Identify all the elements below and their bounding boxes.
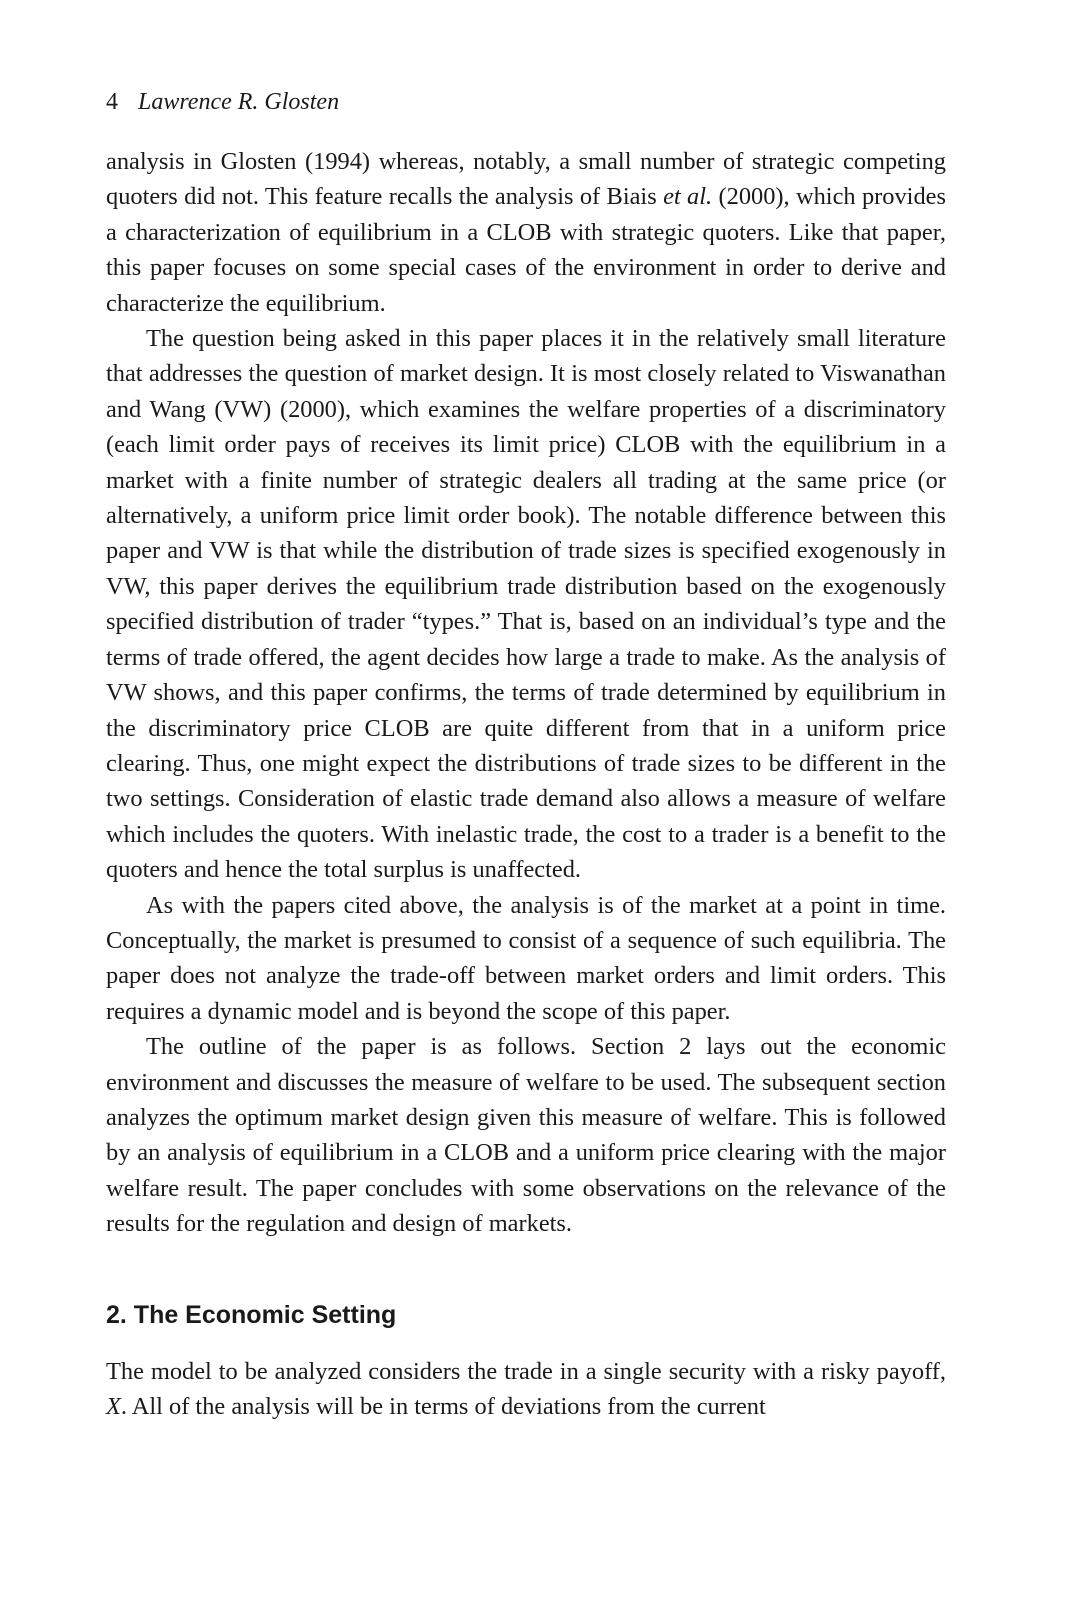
paragraph-1-citation-etal: et al.: [663, 183, 713, 211]
paragraph-continued: [106, 144, 946, 321]
running-head-author: Lawrence R. Glosten: [138, 89, 340, 115]
paragraph-market-design-literature: The question being asked in this paper places it in the relatively small literature that addresses the question of market design. It is most closely related to Viswanathan and Wang (VW) (2000), which examines the welfare properties of a discriminatory (each limit order pays of receives its limit price) CLOB with the equilibrium in a market with a finite number of strategic dealers all trading at the same price (or alternatively, a uniform price limit order book). The notable difference between this paper and VW is that while the distribution of trade sizes is specified exogenously in VW, this paper derives the equilibrium trade distribution based on the exogenously specified distribution of trader “types.” That is, based on an individual’s type and the terms of trade offered, the agent decides how large a trade to make. As the analysis of VW shows, and this paper confirms, the terms of trade determined by equilibrium in the discriminatory price CLOB are quite different from that in a uniform price clearing. Thus, one might expect the distributions of trade sizes to be different in the two settings. Consideration of elastic trade demand also allows a measure of welfare which includes the quoters. With inelastic trade, the cost to a trader is a benefit to the quoters and hence the total surplus is unaffected.: [106, 325, 946, 884]
paragraph-outline: The outline of the paper is as follows. Section 2 lays out the economic environment and discusses the measure of welfare to be used. The subsequent section analyzes the optimum market design given this measure of welfare. This is followed by an analysis of equilibrium in a CLOB and a uniform price clearing with the major welfare result. The paper concludes with some observations on the relevance of the results for the regulation and design of markets.: [106, 1033, 946, 1238]
paragraph-1-text-c: (2000), which provides a characterization of equilibrium in a CLOB with strategic quoters. Like that paper, this paper focuses on some special cases of the environment in order to derive and characterize the equilibrium.: [106, 183, 946, 317]
paragraph-economic-setting: [106, 1354, 946, 1425]
payoff-variable: X: [106, 1393, 121, 1420]
section-heading: 2. The Economic Setting: [106, 1300, 397, 1329]
paragraph-1-text-a: analysis in Glosten (1994) whereas, notably, a small number of strategic competing quoters did not. This feature recalls the analysis of Biais: [106, 148, 946, 211]
running-head: [106, 88, 946, 116]
section-paragraph-text-c: . All of the analysis will be in terms of deviations from the current: [120, 1393, 766, 1420]
paragraph-point-in-time: As with the papers cited above, the analysis is of the market at a point in time. Conceptually, the market is presumed to consist of a sequence of such equilibria. The paper does not analyze the trade-off between market orders and limit orders. This requires a dynamic model and is beyond the scope of this paper.: [106, 891, 946, 1025]
page-number: 4: [106, 89, 118, 115]
page: [106, 88, 946, 1424]
section-paragraph-text-a: The model to be analyzed considers the trade in a single security with a risky payoff,: [106, 1357, 946, 1385]
